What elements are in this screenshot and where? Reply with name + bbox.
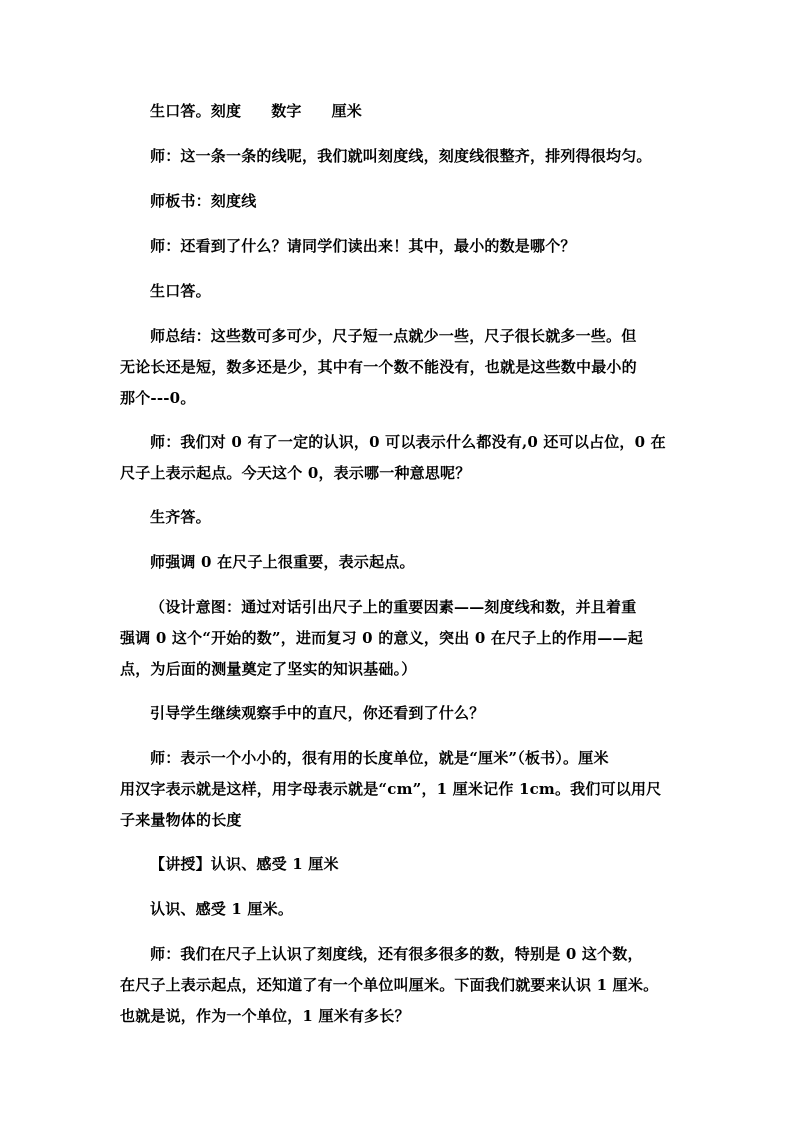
text-line: 无论长还是短，数多还是少，其中有一个数不能没有，也就是这些数中最小的 — [120, 358, 637, 376]
paragraph-teacher-question — [120, 231, 680, 262]
paragraph-teacher-centimeter — [120, 743, 680, 836]
paragraph-recognize-1cm — [120, 894, 680, 925]
text-line: 【讲授】认识、感受 1 厘米 — [150, 855, 339, 873]
paragraph-student-answer-2 — [120, 276, 680, 307]
text-line: 师：还看到了什么？请同学们读出来！其中，最小的数是哪个？ — [150, 237, 576, 255]
text-span: 数字 — [271, 102, 302, 120]
text-line: 认识、感受 1 厘米。 — [150, 900, 294, 918]
text-line: 强调 0 这个“开始的数”，进而复习 0 的意义，突出 0 在尺子上的作用——起 — [120, 629, 643, 647]
text-line: 生齐答。 — [150, 508, 211, 526]
text-span: 厘米 — [331, 102, 363, 120]
text-line: 师板书：刻度线 — [150, 192, 257, 210]
text-line: 师总结：这些数可多可少，尺子短一点就少一些，尺子很长就多一些。但 — [150, 327, 637, 345]
text-line: （设计意图：通过对话引出尺子上的重要因素——刻度线和数，并且着重 — [150, 598, 637, 616]
text-line: 师强调 0 在尺子上很重要，表示起点。 — [150, 553, 415, 571]
text-line: 尺子上表示起点。今天这个 0，表示哪一种意思呢？ — [120, 464, 471, 482]
paragraph-lecture-heading — [120, 849, 680, 880]
paragraph-students-together — [120, 502, 680, 533]
text-line: 点，为后面的测量奠定了坚实的知识基础。） — [120, 660, 417, 678]
paragraph-teacher-summary — [120, 321, 680, 414]
paragraph-teacher-zero — [120, 427, 680, 489]
text-line: 师：这一条一条的线呢，我们就叫刻度线，刻度线很整齐，排列得很均匀。 — [150, 147, 652, 165]
text-line: 子来量物体的长度 — [120, 811, 242, 829]
text-line: 引导学生继续观察手中的直尺，你还看到了什么？ — [150, 704, 485, 722]
text-line: 师：我们在尺子上认识了刻度线，还有很多很多的数，特别是 0 这个数， — [150, 945, 643, 963]
paragraph-teacher-emphasis — [120, 547, 680, 578]
paragraph-teacher-1cm — [120, 939, 680, 1032]
paragraph-board-writing — [120, 186, 680, 217]
text-line: 也就是说，作为一个单位，1 厘米有多长？ — [120, 1007, 410, 1025]
paragraph-teacher-tick-lines — [120, 141, 680, 172]
paragraph-design-intent — [120, 592, 680, 685]
text-span: 生口答。刻度 — [150, 102, 242, 120]
text-line: 师：表示一个小小的，很有用的长度单位，就是“厘米”（板书）。厘米 — [150, 749, 609, 767]
paragraph-guide-students — [120, 698, 680, 729]
text-line: 用汉字表示就是这样，用字母表示就是“cm”，1 厘米记作 1cm。我们可以用尺 — [120, 780, 662, 798]
text-line: 在尺子上表示起点，还知道了有一个单位叫厘米。下面我们就要来认识 1 厘米。 — [120, 976, 659, 994]
text-line: 生口答。 — [150, 282, 211, 300]
paragraph-student-answer-1 — [120, 96, 680, 127]
text-line: 师：我们对 0 有了一定的认识，0 可以表示什么都没有,0 还可以占位，0 在 — [150, 433, 666, 451]
text-line: 那个---0。 — [120, 389, 196, 407]
